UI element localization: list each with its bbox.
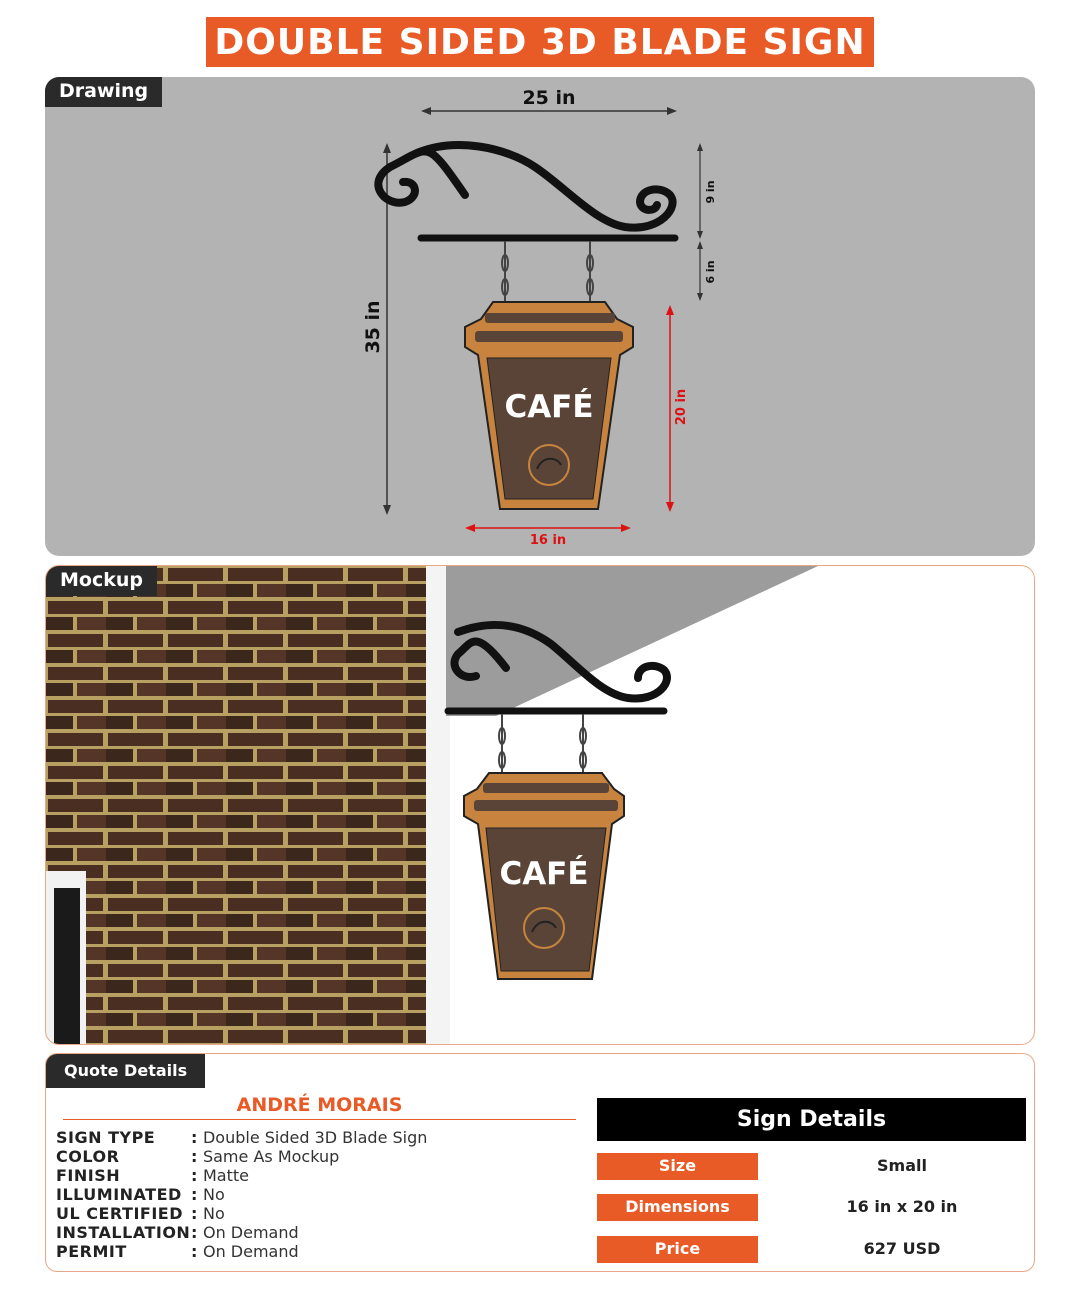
bracket-height-label: 9 in xyxy=(704,180,717,204)
spec-row-installation: INSTALLATION: On Demand xyxy=(56,1223,299,1242)
mockup-cafe-text: CAFÉ xyxy=(499,856,589,892)
width-label: 25 in xyxy=(522,87,576,109)
sign-width-label: 16 in xyxy=(529,533,567,548)
chains xyxy=(502,241,593,303)
spec-row-finish: FINISH : Matte xyxy=(56,1166,249,1185)
wall-shadow xyxy=(446,566,818,716)
mockup-cup-sign xyxy=(464,773,624,979)
drawing-panel xyxy=(45,77,1035,556)
mockup-chains xyxy=(499,714,586,776)
width-dimension xyxy=(421,87,677,115)
bracket-dimension xyxy=(697,143,717,301)
chain-length-label: 6 in xyxy=(704,260,717,284)
detail-row-size: Size Small xyxy=(597,1153,1026,1180)
sign-drawing xyxy=(45,77,1035,556)
spec-row-permit: PERMIT : On Demand xyxy=(56,1242,299,1261)
quote-panel xyxy=(45,1053,1035,1272)
mockup-tab: Mockup xyxy=(46,566,157,596)
quote-tab: Quote Details xyxy=(46,1054,205,1088)
drawing-tab: Drawing xyxy=(45,77,162,107)
detail-row-price: Price 627 USD xyxy=(597,1236,1026,1263)
spec-row-ul-certified: UL CERTIFIED : No xyxy=(56,1204,225,1223)
spec-list xyxy=(56,1128,427,1261)
sign-height-dimension xyxy=(666,305,689,512)
sign-details-heading: Sign Details xyxy=(597,1098,1026,1141)
spec-row-sign-type: SIGN TYPE : Double Sided 3D Blade Sign xyxy=(56,1128,428,1147)
bracket xyxy=(378,145,675,238)
brick-wall xyxy=(46,566,428,1044)
sign-width-dimension xyxy=(465,524,631,548)
height-label: 35 in xyxy=(362,300,384,354)
spec-row-color: COLOR : Same As Mockup xyxy=(56,1147,340,1166)
detail-row-dimensions: Dimensions 16 in x 20 in xyxy=(597,1194,1026,1221)
drawing-cafe-text: CAFÉ xyxy=(504,389,594,425)
customer-name: ANDRÉ MORAIS xyxy=(236,1094,403,1116)
spec-row-illuminated: ILLUMINATED : No xyxy=(56,1185,225,1204)
mockup-scene xyxy=(46,566,1034,1044)
customer-divider xyxy=(63,1119,576,1120)
sign-height-label: 20 in xyxy=(674,388,689,426)
page-title: DOUBLE SIDED 3D BLADE SIGN xyxy=(206,17,873,67)
mockup-panel xyxy=(45,565,1035,1045)
cafe-cup-sign xyxy=(465,302,633,509)
